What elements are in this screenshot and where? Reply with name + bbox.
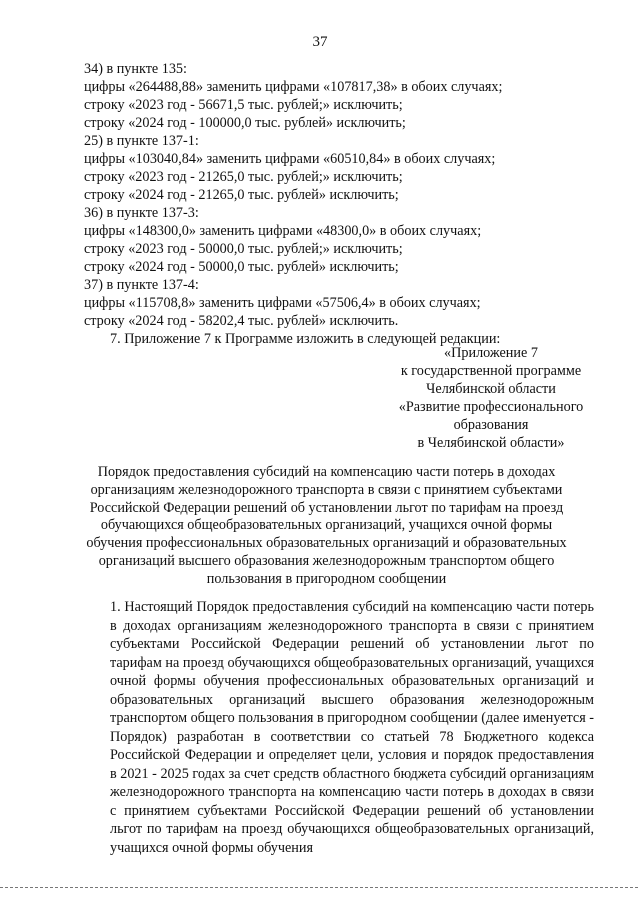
page-number: 37: [312, 34, 328, 50]
amendment-item-34: 34) в пункте 135:: [84, 61, 187, 77]
appendix-header-line: в Челябинской области»: [417, 435, 565, 451]
amendment-item-25: 25) в пункте 137-1:: [84, 133, 199, 149]
amendments-list: [84, 60, 594, 348]
amendment-line: цифры «103040,84» заменить цифрами «60510,84» в обоих случаях;: [84, 151, 496, 167]
page-bottom-edge: [0, 887, 640, 888]
amendment-line: строку «2023 год - 50000,0 тыс. рублей;» исключить;: [84, 241, 403, 257]
amendment-item-36: 36) в пункте 137-3:: [84, 205, 199, 221]
appendix-header-line: Челябинской области: [426, 381, 556, 397]
title-line: организациям железнодорожного транспорта в связи с принятием субъектами: [90, 481, 563, 498]
amendment-line: строку «2024 год - 50000,0 тыс. рублей» исключить;: [84, 259, 399, 275]
amendment-line: строку «2024 год - 21265,0 тыс. рублей» исключить;: [84, 187, 399, 203]
appendix-header-line: «Приложение 7: [444, 345, 538, 361]
document-title: [64, 464, 589, 589]
title-line: Российской Федерации решений об установлении льгот по тарифам на проезд: [89, 499, 564, 516]
amendment-line: цифры «115708,8» заменить цифрами «57506,4» в обоих случаях;: [84, 295, 481, 311]
appendix-header-line: «Развитие профессионального: [398, 399, 584, 415]
title-line: организаций высшего образования железнодорожным транспортом общего: [98, 552, 555, 569]
amendment-item-7: 7. Приложение 7 к Программе изложить в следующей редакции:: [110, 331, 501, 347]
amendment-line: строку «2024 год - 100000,0 тыс. рублей» исключить;: [84, 115, 406, 131]
amendment-line: строку «2023 год - 56671,5 тыс. рублей;» исключить;: [84, 97, 403, 113]
title-line: Порядок предоставления субсидий на компенсацию части потерь в доходах: [97, 464, 556, 480]
amendment-line: цифры «264488,88» заменить цифрами «107817,38» в обоих случаях;: [84, 79, 503, 95]
amendment-line: строку «2023 год - 21265,0 тыс. рублей;» исключить;: [84, 169, 403, 185]
title-line: пользования в пригородном сообщении: [206, 570, 447, 587]
appendix-header-line: к государственной программе: [400, 363, 582, 379]
appendix-header: [360, 344, 622, 452]
title-line: обучающихся общеобразовательных организаций, учащихся очной формы: [100, 517, 553, 534]
body-paragraph-text: 1. Настоящий Порядок предоставления субсидий на компенсацию части потерь в доходах организациям железнодорожного транспорта в связи с принятием субъектами Российской Федерации решений об установлении льгот по тарифам на проезд обучающихся общеобразовательных организаций, учащихся очной формы обучения профессиональных образовательных организаций и образовательных организаций высшего образования железнодорожным транспортом общего пользования в пригородном сообщении (далее именуется - Порядок) разработан в соответствии со статьей 78 Бюджетного кодекса Российской Федерации и определяет цели, условия и порядок предоставления в 2021 - 2025 годах за счет средств областного бюджета субсидий организациям железнодорожного транспорта на компенсацию части потерь в доходах в связи с принятием субъектами Российской Федерации решений об установлении льгот по тарифам на проезд обучающихся общеобразовательных организаций, учащихся очной формы обучения: [110, 599, 594, 856]
body-paragraph: [84, 598, 594, 857]
amendment-line: строку «2024 год - 58202,4 тыс. рублей» исключить.: [84, 313, 399, 329]
amendment-item-37: 37) в пункте 137-4:: [84, 277, 199, 293]
appendix-header-line: образования: [453, 417, 529, 433]
title-line: обучения профессиональных образовательных организаций и образовательных: [86, 535, 567, 552]
amendment-line: цифры «148300,0» заменить цифрами «48300,0» в обоих случаях;: [84, 223, 482, 239]
